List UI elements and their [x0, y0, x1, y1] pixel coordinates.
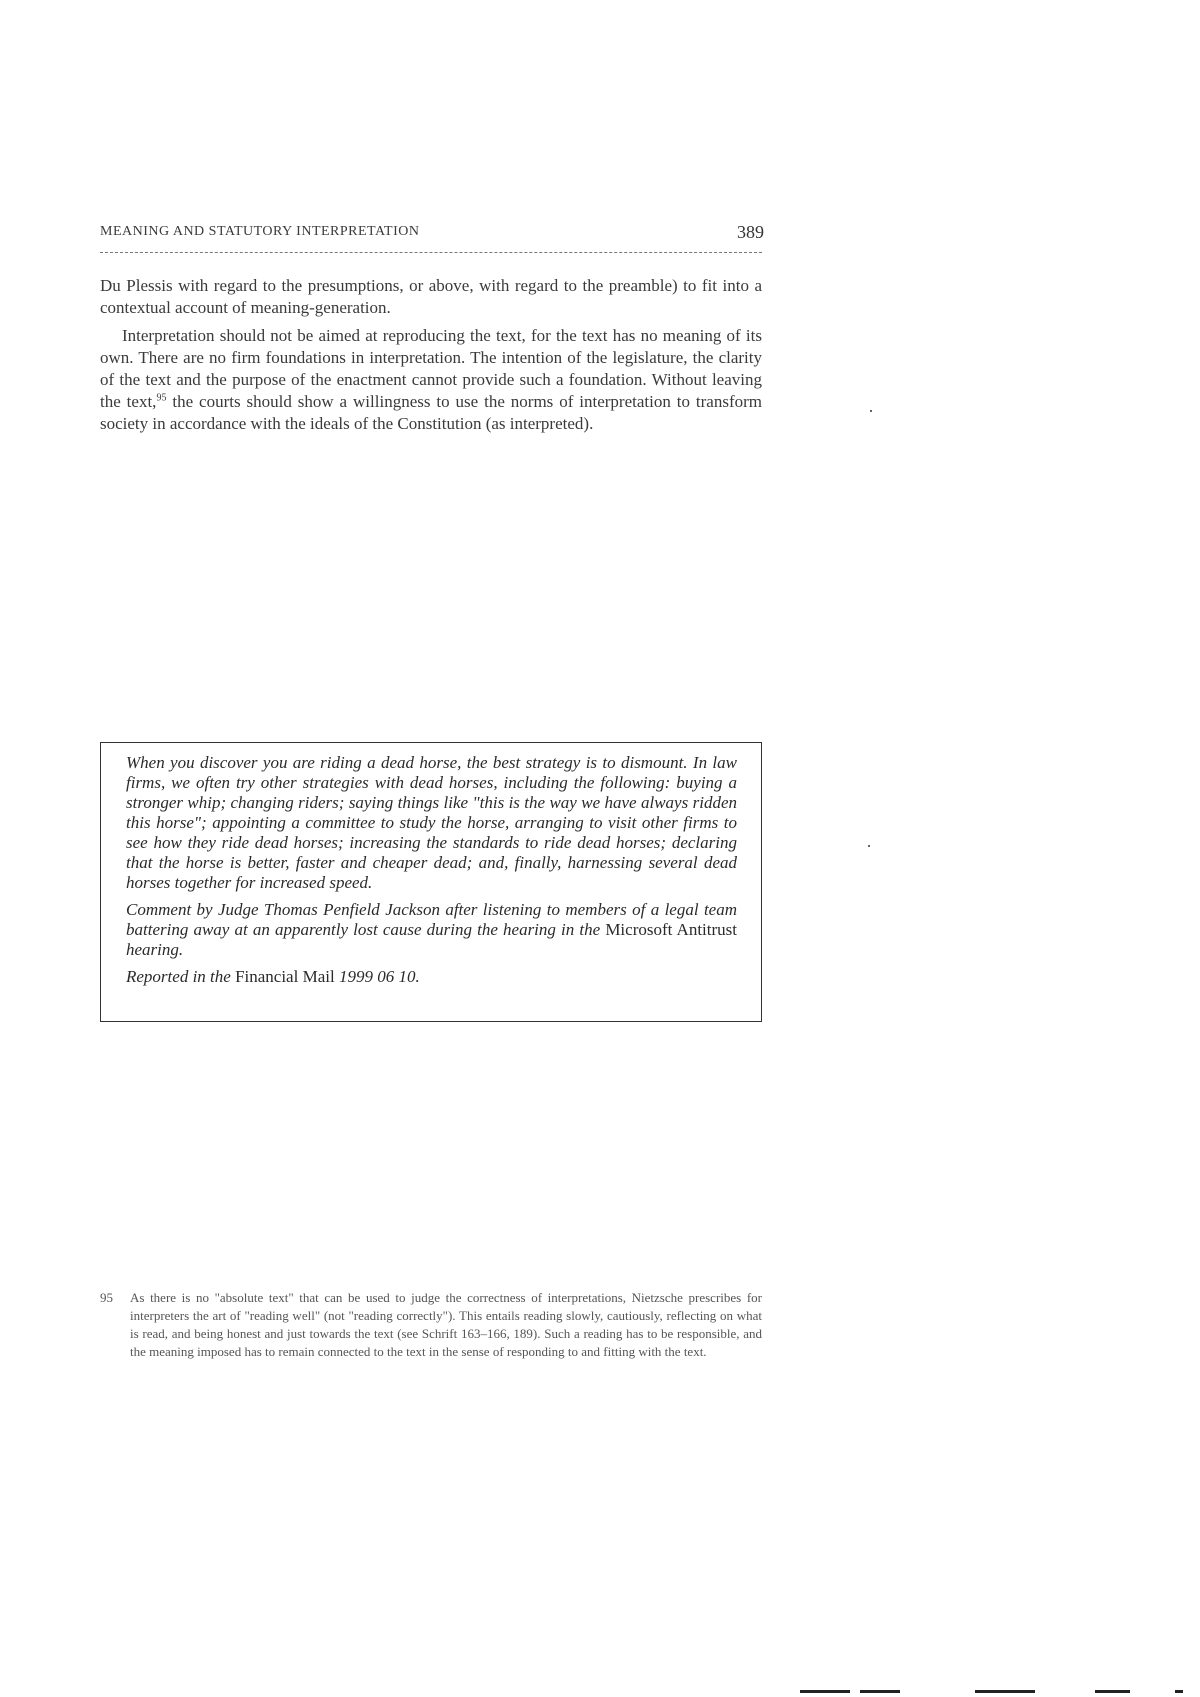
scan-edge-mark [860, 1690, 900, 1693]
paragraph-2-text-b: the courts should show a willingness to use the norms of interpretation to transform society in accordance with the ideals of the Constitution (as interpreted). [100, 392, 762, 433]
quote-source [126, 967, 737, 987]
attribution-text-a: Comment by Judge Thomas Penfield Jackson after listening to members of a legal team battering away at an apparently lost cause during the hearing in the [126, 900, 737, 939]
attribution-case-name: Microsoft Antitrust [605, 920, 737, 939]
footnote-text: As there is no "absolute text" that can be used to judge the correctness of interpretations, Nietzsche prescribes for interpreters the art of "reading well" (not "reading correctly"). This entails reading slowly, cautiously, reflecting on what is read, and being honest and just towards the text (see Schrift 163–166, 189). Such a reading has to be responsible, and the meaning imposed has to remain connected to the text in the sense of responding to and fitting with the text. [130, 1290, 762, 1359]
footnote [100, 1289, 762, 1361]
body-text [100, 275, 762, 441]
scan-edge-mark [975, 1690, 1035, 1693]
header-rule [100, 252, 762, 253]
boxed-quotation [100, 742, 762, 1022]
running-head-title: MEANING AND STATUTORY INTERPRETATION [100, 224, 420, 239]
footnote-number: 95 [100, 1290, 113, 1305]
source-date: 1999 06 10. [334, 967, 420, 986]
source-publication: Financial Mail [235, 967, 335, 986]
scan-edge-mark [1175, 1690, 1183, 1693]
quote-text: When you discover you are riding a dead horse, the best strategy is to dismount. In law firms, we often try other strategies with dead horses, including the following: buying a stronger whip; changing riders; saying things like "this is the way we have always ridden this horse"; appointing a committee to study the horse, arranging to visit other firms to see how they ride dead horses; increasing the standards to ride dead horses; declaring that the horse is better, faster and cheaper dead; and, finally, harnessing several dead horses together for increased speed. [126, 753, 737, 892]
scan-edge-mark [1095, 1690, 1130, 1693]
quote-attribution [126, 900, 737, 960]
footnote-reference[interactable]: 95 [156, 392, 167, 404]
paragraph-2-text-a: Interpretation should not be aimed at reproducing the text, for the text has no meaning of its own. There are no firm foundations in interpretation. The intention of the legislature, the clarity of the text and the purpose of the enactment cannot provide such a foundation. Without leaving the text, [100, 326, 762, 411]
paragraph-2 [100, 325, 762, 435]
scan-speck [870, 410, 872, 412]
scan-edge-mark [800, 1690, 850, 1693]
source-text-a: Reported in the [126, 967, 236, 986]
paragraph-1: Du Plessis with regard to the presumptions, or above, with regard to the preamble) to fit into a contextual account of meaning-generation. [100, 276, 762, 317]
attribution-text-b: hearing. [126, 940, 184, 959]
scan-speck [868, 845, 870, 847]
page-number: 389 [737, 222, 764, 242]
